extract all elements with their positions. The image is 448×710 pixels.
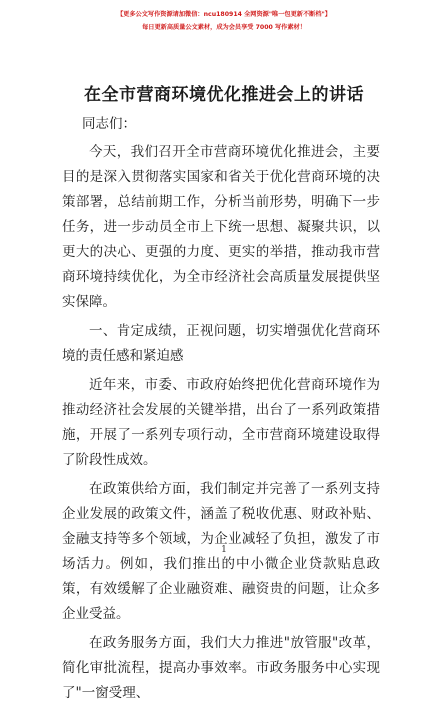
document-title: 在全市营商环境优化推进会上的讲话 [84, 85, 364, 105]
page-number: 1 [221, 545, 227, 555]
promo-banner-line-2: 每日更新高质量公文素材，成为会员享受 7000 写作素材！ [142, 24, 306, 31]
promo-banner [0, 8, 448, 34]
paragraph-policy-supply: 在政策供给方面，我们制定并完善了一系列支持企业发展的政策文件，涵盖了税收优惠、财政补贴、金融支持等多个领域，为企业减轻了负担，激发了市场活力。例如，我们推出的中小微企业贷款贴息政策，有效缓解了企业融资难、融资贵的问题，让众多企业受益。 [62, 481, 380, 622]
section-heading: 一、肯定成绩，正视问题，切实增强优化营商环境的责任感和紧迫感 [62, 323, 380, 364]
paragraph-achievements: 近年来，市委、市政府始终把优化营商环境作为推动经济社会发展的关键举措，出台了一系列政策措施，开展了一系列专项行动，全市营商环境建设取得了阶段性成效。 [62, 377, 380, 468]
document-body [62, 140, 380, 710]
paragraph-government-services: 在政务服务方面，我们大力推进"放管服"改革，简化审批流程，提高办事效率。市政务服务中心实现了"一窗受理、 [62, 635, 380, 701]
promo-banner-line-1: 【更多公文写作资源请加微信：ncu180914 全网资源"唯一包更新不断档"】 [117, 11, 331, 18]
greeting: 同志们： [82, 116, 136, 132]
paragraph-intro: 今天，我们召开全市营商环境优化推进会，主要目的是深入贯彻落实国家和省关于优化营商环境的决策部署，总结前期工作，分析当前形势，明确下一步任务，进一步动员全市上下统一思想、凝聚共识，以更大的决心、更强的力度、更实的举措，推动我市营商环境持续优化，为全市经济社会高质量发展提供坚实保障。 [62, 144, 380, 310]
